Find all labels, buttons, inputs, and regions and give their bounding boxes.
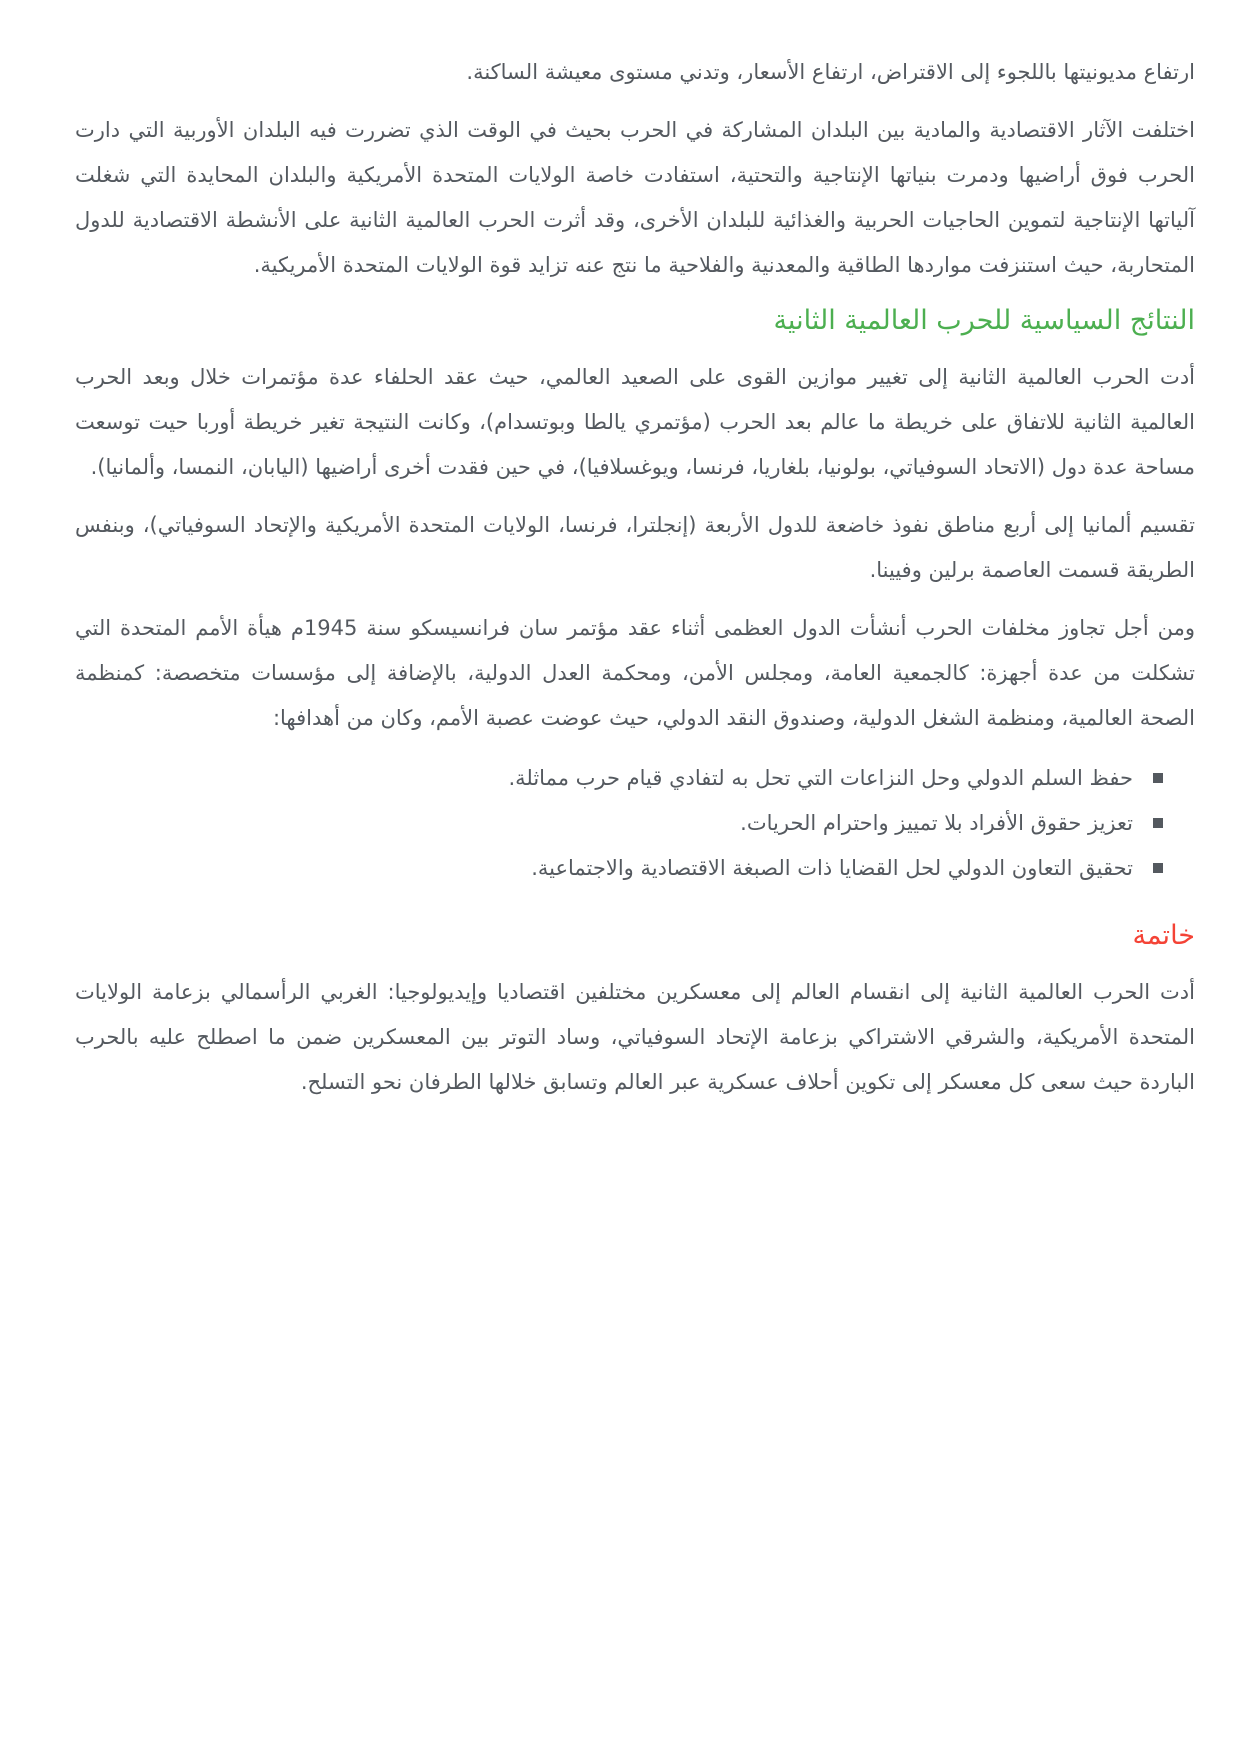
list-item-peace-keeping [75, 756, 1195, 801]
paragraph-power-balance: أدت الحرب العالمية الثانية إلى تغيير موازين القوى على الصعيد العالمي، حيث عقد الحلفاء عدة مؤتمرات خلال وبعد الحرب العالمية الثانية للاتفاق على خريطة ما عالم بعد الحرب (مؤتمري يالطا وبوتسدام)، وكانت النتيجة تغير خريطة أوربا حيت توسعت مساحة عدة دول (الاتحاد السوفياتي، بولونيا، بلغاريا، فرنسا، ويوغسلافيا)، في حين فقدت أخرى أراضيها (اليابان، النمسا، وألمانيا). [75, 365, 1195, 479]
square-bullet-icon [1153, 818, 1163, 828]
list-item-international-cooperation [75, 846, 1195, 891]
paragraph-economic-effects: اختلفت الآثار الاقتصادية والمادية بين البلدان المشاركة في الحرب بحيث في الوقت الذي تضررت فيه البلدان الأوربية التي دارت الحرب فوق أراضيها ودمرت بنياتها الإنتاجية والتحتية، استفادت خاصة الولايات المتحدة الأمريكية والبلدان المحايدة التي شغلت آلياتها الإنتاجية لتموين الحاجيات الحربية والغذائية للبلدان الأخرى، وقد أثرت الحرب العالمية الثانية على الأنشطة الاقتصادية للدول المتحاربة، حيث استنزفت مواردها الطاقية والمعدنية والفلاحية ما نتج عنه تزايد قوة الولايات المتحدة الأمريكية. [75, 118, 1195, 277]
un-goals-list [75, 756, 1195, 891]
paragraph-un-creation: ومن أجل تجاوز مخلفات الحرب أنشأت الدول العظمى أثناء عقد مؤتمر سان فرانسيسكو سنة 1945م هيأة الأمم المتحدة التي تشكلت من عدة أجهزة: كالجمعية العامة، ومجلس الأمن، ومحكمة العدل الدولية، بالإضافة إلى مؤسسات متخصصة: كمنظمة الصحة العالمية، ومنظمة الشغل الدولية، وصندوق النقد الدولي، حيث عوضت عصبة الأمم، وكان من أهدافها: [75, 616, 1196, 730]
square-bullet-icon [1153, 863, 1163, 873]
list-item-label: حفظ السلم الدولي وحل النزاعات التي تحل به لتفادي قيام حرب مماثلة. [508, 766, 1133, 790]
section-heading-conclusion: خاتمة [1132, 920, 1195, 951]
paragraph-cold-war: أدت الحرب العالمية الثانية إلى انقسام العالم إلى معسكرين مختلفين اقتصاديا وإيديولوجيا: الغربي الرأسمالي بزعامة الولايات المتحدة الأمريكية، والشرقي الاشتراكي بزعامة الإتحاد السوفياتي، وساد التوتر بين المعسكرين ضمن ما اصطلح عليه بالحرب الباردة حيث سعى كل معسكر إلى تكوين أحلاف عسكرية عبر العالم وتسابق خلالها الطرفان نحو التسلح. [75, 980, 1195, 1094]
paragraph-germany-division: تقسيم ألمانيا إلى أربع مناطق نفوذ خاضعة للدول الأربعة (إنجلترا، فرنسا، الولايات المتحدة الأمريكية والإتحاد السوفياتي)، وبنفس الطريقة قسمت العاصمة برلين وفيينا. [75, 513, 1195, 582]
section-heading-political-results: النتائج السياسية للحرب العالمية الثانية [773, 305, 1195, 336]
list-item-human-rights [75, 801, 1195, 846]
list-item-label: تعزيز حقوق الأفراد بلا تمييز واحترام الحريات. [740, 811, 1133, 835]
square-bullet-icon [1153, 773, 1163, 783]
list-item-label: تحقيق التعاون الدولي لحل القضايا ذات الصبغة الاقتصادية والاجتماعية. [531, 856, 1133, 880]
paragraph-debt-continuation: ارتفاع مديونيتها باللجوء إلى الاقتراض، ارتفاع الأسعار، وتدني مستوى معيشة الساكنة. [466, 60, 1195, 84]
